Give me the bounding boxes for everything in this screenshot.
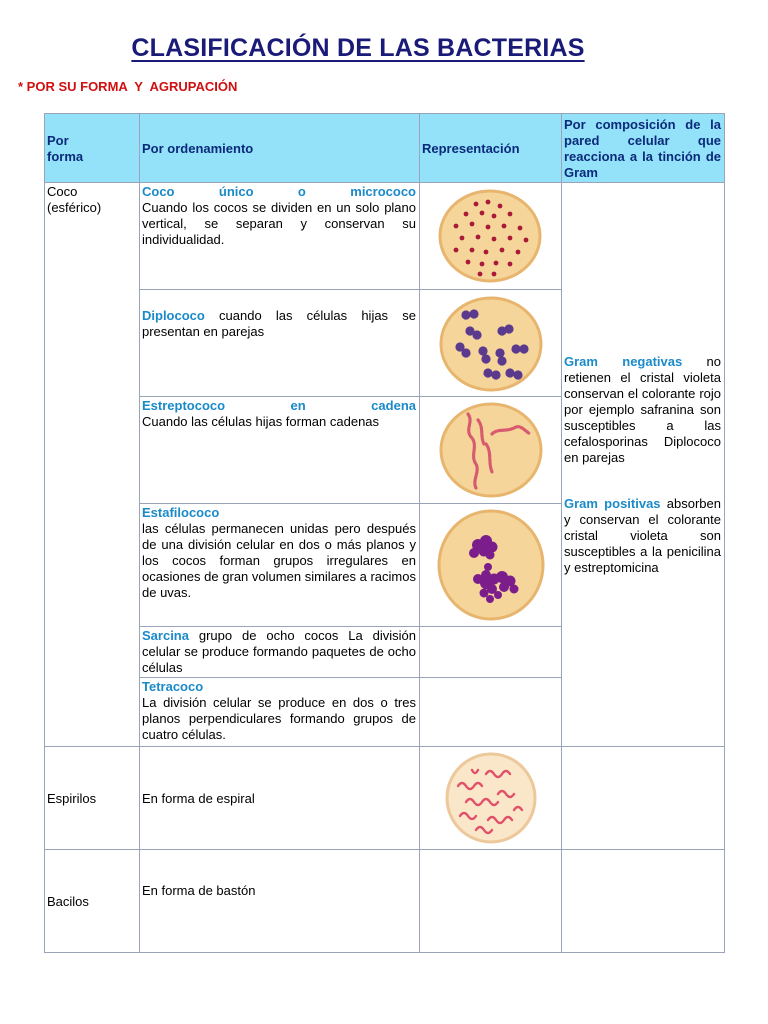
coco-label: Coco (esférico) <box>45 183 140 747</box>
spirillum-image <box>420 747 562 850</box>
desc-sarcina: grupo de ocho cocos La división celular se produce formando paquetes de ocho células <box>142 628 416 675</box>
term-diplococo: Diplococo <box>142 308 205 323</box>
gram-positive <box>564 496 721 576</box>
streptococcus-icon <box>426 400 556 500</box>
row-tetracoco <box>140 678 420 747</box>
bacilos-label: Bacilos <box>45 850 140 953</box>
staphylococcus-image <box>420 504 562 627</box>
desc-diplococo: cuando las células hijas se presentan en parejas <box>142 308 416 339</box>
sarcina-image-empty <box>420 627 562 678</box>
table-header-row <box>45 114 725 183</box>
term-estreptococo: Estreptococo en cadena <box>142 398 416 413</box>
row-estafilococo <box>140 504 420 627</box>
page-subtitle: * POR SU FORMA Y AGRUPACIÓN <box>18 79 238 94</box>
espirilos-gram-empty <box>562 747 725 850</box>
classification-table <box>44 113 725 953</box>
row-sarcina <box>140 627 420 678</box>
staphylococcus-icon <box>426 507 556 623</box>
desc-tetracoco: La división celular se produce en dos o tres planos perpendiculares formando grupos de cuatro células. <box>142 695 416 742</box>
header-gram: Por composición de la pared celular que reacciona a la tinción de Gram <box>562 114 725 183</box>
table-row <box>45 850 725 953</box>
espirilos-label: Espirilos <box>45 747 140 850</box>
header-ordenamiento: Por ordenamiento <box>140 114 420 183</box>
bacilos-image-empty <box>420 850 562 953</box>
bacilos-desc: En forma de bastón <box>140 850 420 953</box>
diplococcus-image <box>420 290 562 397</box>
spirillum-icon <box>436 750 546 846</box>
espirilos-desc: En forma de espiral <box>140 747 420 850</box>
table-row <box>45 183 725 290</box>
micrococcus-icon <box>426 188 556 284</box>
micrococcus-image <box>420 183 562 290</box>
gram-negative-desc: no retienen el cristal violeta conservan el colorante rojo por ejemplo safranina son susceptibles a las cefalosporinas Diplococo en parejas <box>564 354 721 465</box>
page-title: CLASIFICACIÓN DE LAS BACTERIAS <box>131 34 585 62</box>
gram-positive-term: Gram positivas <box>564 496 661 511</box>
row-diplococo <box>140 290 420 397</box>
streptococcus-image <box>420 397 562 504</box>
gram-positive-desc: absorben y conservan el colorante cristal violeta son susceptibles a la penicilina y estreptomicina <box>564 496 721 575</box>
table-row <box>45 747 725 850</box>
row-estreptococo <box>140 397 420 504</box>
gram-negative-term: Gram negativas <box>564 354 683 369</box>
term-micrococo: Coco único o micrococo <box>142 184 416 199</box>
term-sarcina: Sarcina <box>142 628 189 643</box>
desc-estreptococo: Cuando las células hijas forman cadenas <box>142 414 380 429</box>
diplococcus-icon <box>426 293 556 393</box>
gram-cell <box>562 183 725 747</box>
desc-estafilococo: las células permanecen unidas pero después de una división celular en dos o más planos y los cocos forman grupos irregulares en ocasiones de gran volumen similares a racimos de uvas. <box>142 521 416 600</box>
header-representacion: Representación <box>420 114 562 183</box>
tetracoco-image-empty <box>420 678 562 747</box>
header-forma: Por forma <box>45 114 140 183</box>
desc-micrococo: Cuando los cocos se dividen en un solo plano vertical, se separan y conservan su individualidad. <box>142 200 416 247</box>
row-micrococo <box>140 183 420 290</box>
gram-negative <box>564 354 721 466</box>
bacilos-gram-empty <box>562 850 725 953</box>
term-estafilococo: Estafilococo <box>142 505 220 520</box>
term-tetracoco: Tetracoco <box>142 679 204 694</box>
